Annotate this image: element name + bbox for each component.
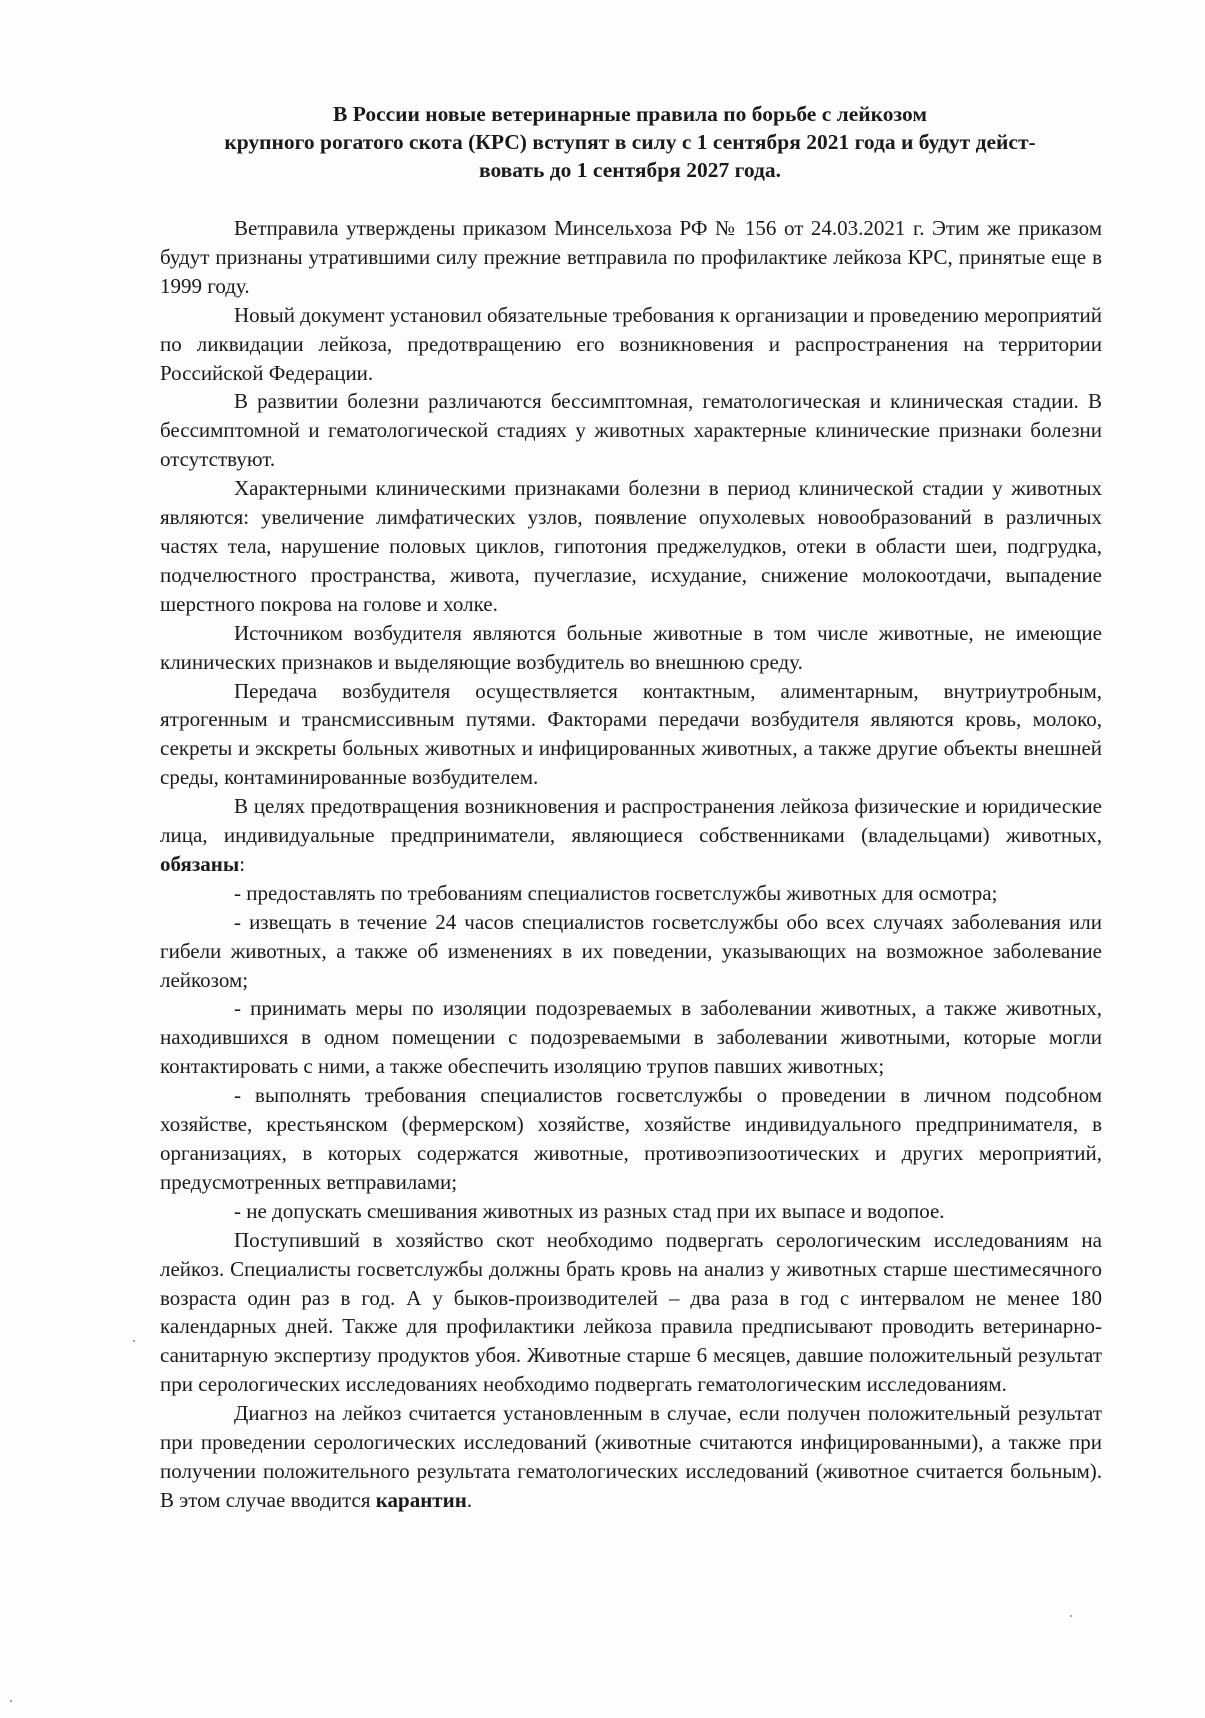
paragraph-testing: Поступивший в хозяйство скот необходимо подвергать серологическим исследованиям на лейкоз. Специалисты госветслужбы должны брать кровь на анализ у животных старше шестимесячного возраста один раз в год. А у быков-производителей – два раза в год с интервалом не менее 180 календарных дней. Также для профилактики лейкоза правила предписывают проводить ветеринарно-санитарную экспертизу продуктов убоя. Животные старше 6 месяцев, давшие положительный результат при серологических исследованиях необходимо подвергать гематологическим исследованиям. xyxy=(160,1227,1102,1397)
paragraph-clinical-signs: Характерными клиническими признаками болезни в период клинической стадии у животных являются: увеличение лимфатических узлов, появление опухолевых новообразований в различных частях тела, нарушение половых циклов, гипотония преджелудков, отеки в области шеи, подгрудка, подчелюстного пространства, живота, пучеглазие, исхудание, снижение молокоотдачи, выпадение шерстного покрова на голове и холке. xyxy=(160,476,1102,616)
obligations-bold: обязаны xyxy=(160,851,240,876)
paragraph-transmission: Передача возбудителя осуществляется контактным, алиментарным, внутриутробным, ятрогенным и трансмиссивным путями. Факторами передачи возбудителя являются кровь, молоко, секреты и экскреты больных животных и инфицированных животных, а также другие объекты внешней среды, контаминированные возбудителем. xyxy=(160,678,1102,790)
obligations-tail: : xyxy=(239,851,246,876)
scan-speck xyxy=(10,1700,12,1702)
scan-speck xyxy=(133,1340,135,1342)
paragraph-new-document: Новый документ установил обязательные требования к организации и проведению мероприятий по ликвидации лейкоза, предотвращению его возникновения и распространения на территории Российской Федерации. xyxy=(160,302,1102,385)
title-line-2: крупного рогатого скота (КРС) вступят в силу с 1 сентября 2021 года и будут дейст- xyxy=(224,130,1036,154)
obligation-item-inspection: - предоставлять по требованиям специалистов госветслужбы животных для осмотра; xyxy=(234,880,998,905)
paragraph-diagnosis xyxy=(160,1399,1102,1515)
obligation-item-notify: - извещать в течение 24 часов специалистов госветслужбы обо всех случаях заболевания или гибели животных, а также об изменениях в их поведении, указывающих на возможное заболевание лейкозом; xyxy=(160,909,1102,992)
document-body xyxy=(160,214,1102,1515)
diagnosis-bold: карантин xyxy=(375,1487,467,1512)
diagnosis-tail: . xyxy=(466,1487,473,1512)
paragraph-source: Источником возбудителя являются больные животные в том числе животные, не имеющие клинических признаков и выделяющие возбудитель во внешнюю среду. xyxy=(160,620,1102,674)
obligation-item-no-mixing: - не допускать смешивания животных из разных стад при их выпасе и водопое. xyxy=(234,1198,945,1223)
diagnosis-lead: Диагноз на лейкоз считается установленным в случае, если получен положительный результат при проведении серологических исследований (животные считаются инфицированными), а также при получении положительного результата гематологических исследований (животное считается больным). В этом случае вводится xyxy=(160,1401,1102,1512)
title-line-1: В России новые ветеринарные правила по борьбе с лейкозом xyxy=(333,102,927,126)
paragraph-stages: В развитии болезни различаются бессимптомная, гематологическая и клиническая стадии. В бессимптомной и гематологической стадиях у животных характерные клинические признаки болезни отсутствуют. xyxy=(160,389,1102,472)
obligations-lead: В целях предотвращения возникновения и распространения лейкоза физические и юридические лица, индивидуальные предприниматели, являющиеся собственниками (владельцами) животных, xyxy=(160,794,1102,848)
scan-speck xyxy=(1070,1615,1072,1617)
obligation-item-isolation: - принимать меры по изоляции подозреваемых в заболевании животных, а также животных, находившихся в одном помещении с подозреваемыми в заболевании животными, которые могли контактировать с ними, а также обеспечить изоляцию трупов павших животных; xyxy=(160,996,1102,1079)
obligation-item-requirements: - выполнять требования специалистов госветслужбы о проведении в личном подсобном хозяйстве, крестьянском (фермерском) хозяйстве, хозяйстве индивидуального предпринимателя, в организациях, в которых содержатся животные, противоэпизоотических и других мероприятий, предусмотренных ветправилами; xyxy=(160,1083,1102,1194)
title-line-3: вовать до 1 сентября 2027 года. xyxy=(478,158,781,182)
paragraph-order: Ветправила утверждены приказом Минсельхоза РФ № 156 от 24.03.2021 г. Этим же приказом будут признаны утратившими силу прежние ветправила по профилактике лейкоза КРС, принятые еще в 1999 году. xyxy=(160,216,1102,298)
paragraph-obligations xyxy=(160,792,1102,879)
document-title xyxy=(150,100,1110,184)
